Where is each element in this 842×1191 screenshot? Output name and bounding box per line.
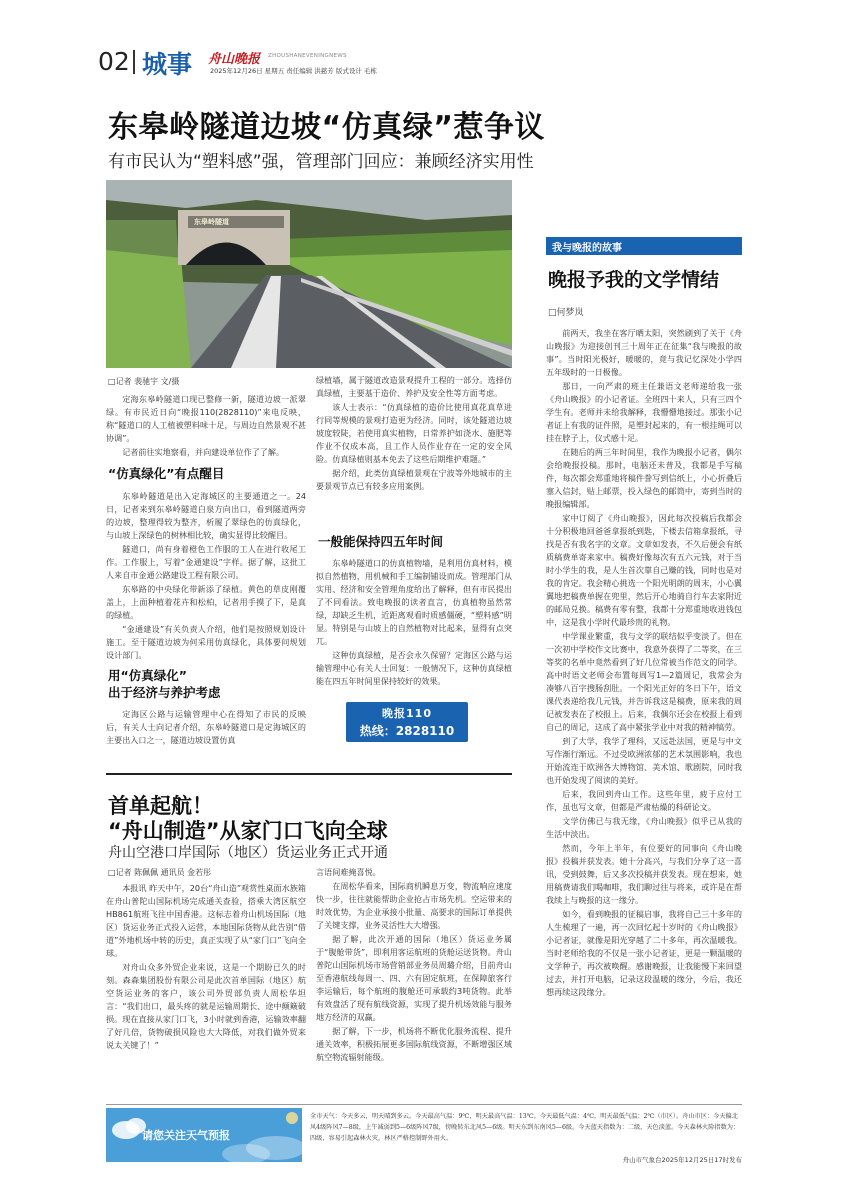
tunnel-sign: 东皋岭隧道 <box>194 218 229 226</box>
weather-rule <box>106 1104 742 1105</box>
paragraph: 东皋路的中央绿化带新添了绿植。黄色的草皮刚覆盖上，上面种植着花卉和松柏，记者用手摸了下，是真的绿植。 <box>106 584 306 620</box>
article2-byline: □记者 陈佩佩 通讯员 金若彤 <box>108 868 212 877</box>
tunnel-photo-svg <box>106 180 512 368</box>
article1-col1 <box>106 393 306 459</box>
paragraph: 前两天，我坐在客厅晒太阳，突然刷到了关于《舟山晚报》为迎接创刊三十周年正在征集“我与晚报的故事”。当时阳光极好，暖暖的，竟与我记忆深处小学四五年级时的一日极像。 <box>546 328 742 377</box>
paragraph: 东皋岭隧道是出入定海城区的主要通道之一。24日，记者来到东皋岭隧道白泉方向出口，看到隧道两旁的边坡，整理得较为整齐，析履了翠绿色的仿真绿化，与山坡上深绿色的树林相比较，确实显得比较醒目。 <box>106 491 306 540</box>
paragraph: 文学仿佛已与我无缘，《舟山晚报》似乎已从我的生活中淡出。 <box>546 816 742 839</box>
paragraph: 在随后的两三年时间里，我作为晚报小记者，偶尔会给晚报投稿。那时，电脑还未普及，我都是手写稿件，每次都会郑重地将稿件誊写到信纸上，小心折叠后塞入信封，贴上邮票，投入绿色的邮筒中，寄到当时的晚报编辑部。 <box>546 447 742 509</box>
weather-source: 舟山市气象台2025年12月25日17时发布 <box>622 1156 742 1164</box>
paragraph: 隧道口，尚有身着橙色工作服的工人在进行收尾工作。工作服上，写着“金通建设”字样。据了解，这批工人来自市金通公路建设工程有限公司。 <box>106 544 306 580</box>
paragraph: 东皋岭隧道口的仿真植物墙，是利用仿真材料，模拟自然植物，用机械和手工编制铺设而成。管理部门从实用、经济和安全管理角度给出了解释，但有市民提出了不同看法。致电晚报的读者直言，仿真植物虽然常绿，却缺乏生机，近距离观看时质感僵硬，“塑料感”明显。特别是与山坡上的自然植物对比起来，显得有点突兀。 <box>316 558 512 646</box>
paragraph: 这种仿真绿植，是否会永久保留？定海区公路与运输管理中心有关人士回复：一般情况下，这种仿真绿植能在四五年时间里保持较好的效果。 <box>316 650 512 686</box>
article2-col2 <box>316 866 512 1097</box>
paragraph: 然而，今年上半年，有位要好的同事向《舟山晚报》投稿并获发表。她十分高兴，与我们分享了这一喜讯，受到鼓舞，后又多次投稿并获发表。现在想来，她用稿费请我们喝咖啡，我们聊过往与将来，或许是在帮我续上与晚报的这一缘分。 <box>546 843 742 905</box>
paragraph: 家中订阅了《舟山晚报》，因此每次投稿后我都会十分积极地回爸爸拿报纸到匙，下楼去信箱拿报纸，寻找是否有我名字的文章。文章如发表，不久后便会有纸质稿费单寄来家中。稿费好像每次有五六元钱，对于当时小学生的我，是人生首次靠自己赚的钱，同时也是对我的肯定。我会精心挑选一个阳光明朗的周末，小心翼翼地把稿费单握在兜里，然后开心地骑自行车去家附近的邮局兑换。稿费有零有整，我都十分郑重地收进钱包中，这是我小学时代最珍贵的礼物。 <box>546 513 742 627</box>
paragraph: 对舟山众多外贸企业来说，这是一个期盼已久的时刻。森森集团股份有限公司是此次首单国际（地区）航空货运业务的客户，该公司外贸部负责人周松华坦言：“我们出口，最头疼的就是运输周期长、途中颠簸破损。现在直接从家门口飞，3小时就到香港，运输效率翻了好几倍，货物破损风险也大大降低，对我们做外贸来说太关键了！” <box>106 962 306 1050</box>
newspaper-logo: 舟山晚报 <box>208 52 261 67</box>
header-divider <box>133 50 135 74</box>
hotline-title: 晚报110 <box>382 707 432 720</box>
weather-label: 请您关注天气预报 <box>142 1129 230 1142</box>
article1-col1b <box>106 490 306 662</box>
paragraph: 绿植墙，属于隧道改造景观提升工程的一部分。选择仿真绿植，主要基于造价、养护及安全性等方面考虑。 <box>316 375 512 398</box>
article1-byline: □记者 裴驰宇 文/摄 <box>108 377 180 386</box>
hotline-box <box>346 702 468 742</box>
article1-subhead-3: 一般能保持四五年时间 <box>318 534 444 549</box>
section-title: 城事 <box>142 50 193 79</box>
story-title: 晚报予我的文学情结 <box>548 269 720 291</box>
article1-title: 东皋岭隧道边坡“仿真绿”惹争议 <box>108 110 545 145</box>
paragraph: 据了解，下一步，机场将不断优化服务流程、提升通关效率，积极拓展更多国际航线资源，不断增强区域航空物流辐射能级。 <box>316 1026 512 1062</box>
article2-subtitle: 舟山空港口岸国际（地区）货运业务正式开通 <box>108 845 388 861</box>
paragraph: 到了大学，我学了理科，又远赴法国，更是与中文写作渐行渐远。不过受欧洲浓郁的艺术氛围影响，我也开始流连于欧洲各大博物馆、美术馆、歌剧院，同时我也开始发现了阅读的美好。 <box>546 736 742 785</box>
paragraph: 定海区公路与运输管理中心在得知了市民的反映后，有关人士向记者介绍，东皋岭隧道口是定海城区的主要出入口之一，隧道边坡设置仿真 <box>106 709 306 745</box>
article1-col2 <box>316 374 512 493</box>
paragraph: 如今，看到晚报的征稿启事，我将自己三十多年的人生梳理了一遍，再一次回忆起十岁时的《舟山晚报》小记者证，就像是阳光穿越了二十多年，再次温暖我。当时老师给我的不仅是一张小记者证，更是一颗温暖的文学种子，再次被唤醒。感谢晚报，让我能慢下来回望过去，并打开电脑，记录这段温暖的缘分，今后，我还想再续这段缘分。 <box>546 909 742 997</box>
paragraph: “金通建设”有关负责人介绍，他们是按照规划设计施工。至于隧道边坡为何采用仿真绿化，具体要问规划设计部门。 <box>106 624 306 660</box>
paragraph: 言语间难掩喜悦。 <box>316 867 381 877</box>
paragraph: 中学课业繁重，我与文学的联结似乎变淡了。但在一次初中学校作文比赛中，我意外获得了二等奖，在三等奖的名单中竟然看到了好几位常被当作范文的同学。高中时语文老师会布置每周写1—2篇周记，我常会为凑够八百字搜肠刮肚。一个阳光正好的冬日下午，语文课代表递给我几元钱，并告诉我这是稿费，原来我的周记被发表在了校报上。后来，我偶尔还会在校报上看到自己的周记，这成了高中紧张学业中对我的精神犒劳。 <box>546 631 742 732</box>
newspaper-english-name: ZHOUSHANEVENINGNEWS <box>268 53 347 59</box>
tunnel-photo <box>106 180 512 368</box>
hotline-number: 热线：2828110 <box>359 724 455 738</box>
section-rule <box>106 773 512 775</box>
weather-banner <box>106 1108 302 1162</box>
article1-col2b <box>316 557 512 688</box>
article2-col1 <box>106 882 306 1097</box>
paragraph: 据介绍，此类仿真绿植景观在宁波等外地城市的主要景观节点已有较多应用案例。 <box>316 468 512 491</box>
paragraph: 据了解，此次开通的国际（地区）货运业务属于“腹舱带货”，即利用客运航班的货舱运送货物。舟山普陀山国际机场市场营销部业务员周璐介绍，目前舟山至香港航线每周一、四、六有固定航班，在保障旅客行李运输后，每个航班的腹舱还可承载约3吨货物。此举有效盘活了现有航线资源，实现了提升机场效能与服务地方经济的双赢。 <box>316 934 512 1022</box>
article1-subtitle: 有市民认为“塑料感”强，管理部门回应：兼顾经济实用性 <box>108 152 534 172</box>
paragraph: 在周松华看来，国际商机瞬息万变，物流响应速度快一步，往往就能帮助企业抢占市场先机。空运带来的时效优势，为企业承接小批量、高要求的国际订单提供了关键支撑，业务灵活性大大增强。 <box>316 881 512 930</box>
weather-text: 全市天气：今天多云，明天晴到多云。今天最高气温：9℃，明天最高气温：13℃。今天最低气温：4℃，明天最低气温：2℃（市区）。舟山市区：今天偏北风4级阵风7—8级，上午减弱到5—6级阵风7级，傍晚转东北风5—6级。明天东到东南风5—6级。今天蓝天指数为：二级，天色淡蓝。今天森林火险指数为：四级，容易引起森林火灾，林区严格控制野外用火。 <box>310 1113 740 1142</box>
page-number: 02 <box>98 47 130 76</box>
article2-title: “舟山制造”从家门口飞向全球 <box>108 819 388 843</box>
article1-subhead-1: “仿真绿化”有点醒目 <box>108 466 225 481</box>
article2-kicker: 首单起航！ <box>108 794 213 818</box>
paragraph: 记者前往实地察看，并向建设单位作了了解。 <box>122 447 285 457</box>
column-label: 我与晚报的故事 <box>546 237 742 255</box>
story-author: □何梦岚 <box>548 308 584 318</box>
paragraph: 定海东皋岭隧道口现已整修一新，隧道边坡一派翠绿。有市民近日向“晚报110(2828110)”来电反映，称“隧道口的人工植被塑料味十足，与周边自然景观不甚协调”。 <box>106 394 306 443</box>
story-body <box>546 327 742 1097</box>
paragraph: 后来，我回到舟山工作。这些年里，疲于应付工作，虽也写文章，但都是严肃枯燥的科研论文。 <box>546 789 742 812</box>
article1-col1c <box>106 708 306 760</box>
paragraph: 本报讯 昨天中午，20台“舟山造”观赏性桌面水族箱在舟山普陀山国际机场完成通关查验，搭乘大湾区航空HB861航班飞往中国香港。这标志着舟山机场国际（地区）货运业务正式投入运营，本地国际货物从此告别“借道”外地机场中转的历史，真正实现了从“家门口”飞向全球。 <box>106 883 306 958</box>
article1-subhead-2a: 用“仿真绿化” <box>108 668 187 683</box>
paragraph: 该人士表示：“仿真绿植的造价比使用真花真草进行同等规模的景观打造更为经济。同时，该处隧道边坡坡度较陡，若使用真实植物，日常养护如浇水、施肥等作业不仅成本高，且工作人员作业存在一定的安全风险。仿真绿植则基本免去了这些后期维护难题。” <box>316 402 512 464</box>
paragraph: 那日，一向严肃的班主任兼语文老师递给我一张《舟山晚报》的小记者证。全班四十来人，只有三四个学生有。老师并未给我解释，我懵懵地接过。那张小记者证上有我的证件照，是塑封起来的，有一根挂绳可以挂在脖子上，仪式感十足。 <box>546 381 742 443</box>
issue-meta: 2025年12月26日 星期五 责任编辑 洪慈芳 版式设计 毛栋 <box>210 67 377 75</box>
article1-subhead-2b: 出于经济与养护考虑 <box>108 685 221 700</box>
